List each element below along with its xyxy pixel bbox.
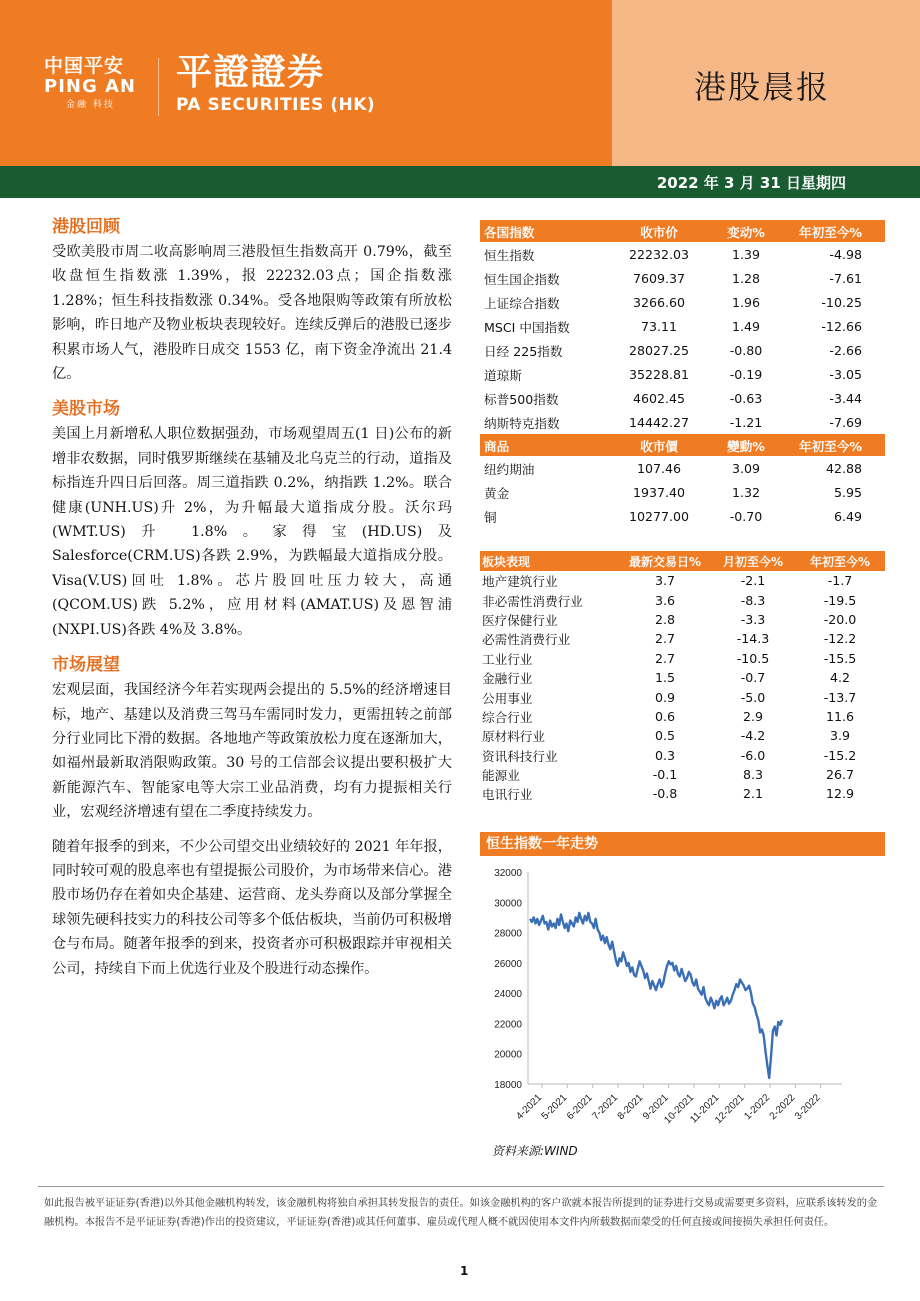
- indices-header-close: 收市价: [640, 224, 678, 240]
- sectors-cell: 4.2: [829, 670, 851, 686]
- sectors-cell: -3.3: [740, 611, 766, 627]
- logo-en: PING AN: [44, 76, 136, 97]
- indices-cell: -0.80: [729, 342, 763, 358]
- y-tick-label: 32000: [494, 868, 522, 879]
- sectors-cell: 原材料行业: [482, 729, 545, 745]
- y-tick-label: 28000: [494, 928, 522, 940]
- sectors-cell: -5.0: [740, 689, 766, 705]
- sectors-cell: 资讯科技行业: [482, 748, 558, 764]
- indices-header-ytd: 年初至今%: [799, 224, 862, 240]
- indices-cell: 4602.45: [632, 390, 686, 406]
- sectors-cell: -15.2: [823, 747, 857, 763]
- sectors-cell: 26.7: [825, 767, 855, 783]
- commodities-cell: 1.32: [731, 484, 761, 500]
- sectors-cell: 金融行业: [482, 671, 533, 687]
- y-tick-label: 24000: [494, 989, 522, 1001]
- sectors-row: [480, 726, 885, 745]
- indices-cell: -0.19: [729, 366, 763, 382]
- sectors-cell: 0.9: [654, 689, 676, 705]
- sectors-cell: 3.9: [829, 728, 851, 744]
- sectors-header-mtd: 月初至今%: [722, 554, 784, 569]
- sectors-cell: -8.3: [740, 592, 766, 608]
- indices-row: [480, 362, 885, 386]
- pingan-logo: [44, 56, 136, 112]
- indices-cell: -10.25: [821, 294, 862, 310]
- indices-row: [480, 242, 885, 266]
- commodities-cell: 6.49: [833, 508, 862, 524]
- indices-cell: 1.49: [731, 318, 761, 334]
- commodities-table: [480, 434, 885, 528]
- sectors-cell: 能源业: [482, 768, 520, 784]
- logo-cn: 中国平安: [44, 55, 125, 77]
- indices-cell: 恒生国企指数: [484, 271, 560, 287]
- commodities-cell: 5.95: [833, 484, 862, 500]
- y-tick-label: 20000: [494, 1049, 522, 1061]
- indices-cell: 标普500指数: [484, 391, 559, 407]
- sectors-cell: -0.7: [740, 670, 766, 686]
- commodities-header-change: 變動%: [727, 438, 765, 454]
- sectors-cell: 12.9: [825, 786, 855, 802]
- sectors-row: [480, 784, 885, 803]
- sectors-row: [480, 687, 885, 706]
- y-tick-label: 22000: [494, 1019, 522, 1031]
- indices-cell: 道琼斯: [484, 367, 522, 383]
- section-title-us-market: 美股市场: [52, 399, 120, 420]
- brand-en: PA SECURITIES (HK): [176, 95, 376, 115]
- indices-header-row: [480, 220, 885, 242]
- indices-row: [480, 290, 885, 314]
- indices-body: [480, 242, 885, 434]
- sectors-cell: -19.5: [823, 592, 857, 608]
- sectors-cell: 8.3: [742, 767, 764, 783]
- sectors-cell: -14.3: [736, 631, 770, 647]
- sectors-row: [480, 765, 885, 784]
- commentary-column: [52, 214, 452, 981]
- sectors-header-day: 最新交易日%: [628, 554, 702, 569]
- sectors-cell: 地产建筑行业: [482, 574, 558, 590]
- x-tick-label: 4-2021: [514, 1092, 545, 1123]
- commodities-cell: 10277.00: [628, 508, 690, 524]
- brand-cn: 平證證券: [176, 52, 325, 93]
- sectors-cell: 3.6: [654, 592, 676, 608]
- x-tick-label: 12-2021: [713, 1092, 747, 1127]
- sectors-cell: 1.5: [654, 670, 676, 686]
- sectors-row: [480, 707, 885, 726]
- commodities-cell: 纽约期油: [484, 461, 535, 477]
- indices-cell: 1.28: [731, 270, 761, 286]
- sectors-cell: 2.7: [654, 650, 676, 666]
- indices-cell: 7609.37: [632, 270, 686, 286]
- y-tick-label: 18000: [494, 1080, 522, 1091]
- sectors-cell: 11.6: [825, 708, 855, 724]
- section-title-outlook: 市场展望: [52, 655, 120, 676]
- chart-title: 恒生指数一年走势: [480, 832, 885, 856]
- x-tick-label: 3-2022: [792, 1092, 823, 1123]
- indices-cell: 1.96: [731, 294, 761, 310]
- commodities-row: [480, 456, 885, 480]
- page-number: 1: [460, 1264, 469, 1278]
- disclaimer: 如此报告被平证证券(香港)以外其他金融机构转发，该金融机构将独自承担其转发报告的责任。如该金融机构的客户欲就本报告所提到的证券进行交易或需要更多资料，应联系该转发的金融机构。本报告不是平证证券(香港)作出的投资建议，平证证券(香港)或其任何董事、雇员或代理人概不就因使用本文件内所载数据而蒙受的任何直接或间接损失承担任何责任。: [44, 1198, 878, 1228]
- x-tick-label: 1-2022: [742, 1092, 773, 1123]
- sectors-cell: -6.0: [740, 747, 766, 763]
- indices-cell: 14442.27: [628, 414, 690, 430]
- logo-divider: [158, 58, 159, 116]
- commodities-header-name: 商品: [484, 438, 510, 454]
- sectors-row: [480, 668, 885, 687]
- indices-cell: 3266.60: [632, 294, 686, 310]
- x-tick-label: 5-2021: [539, 1092, 570, 1123]
- sectors-header-name: 板块表现: [482, 554, 531, 569]
- indices-cell: 35228.81: [628, 366, 690, 382]
- sectors-cell: 公用事业: [482, 690, 533, 706]
- commodities-cell: 107.46: [636, 460, 682, 476]
- section-title-hk-review: 港股回顾: [52, 217, 120, 237]
- sectors-cell: -12.2: [823, 631, 857, 647]
- indices-cell: 22232.03: [628, 246, 690, 262]
- sectors-cell: -20.0: [823, 611, 857, 627]
- commodities-header-ytd: 年初至今%: [799, 438, 862, 454]
- y-tick-label: 26000: [494, 958, 522, 970]
- outlook-paragraph-1: 宏观层面，我国经济今年若实现两会提出的 5.5%的经济增速目标，地产、基建以及消费三驾马车需同时发力，更需扭转之前部分行业同比下滑的数据。各地地产等政策放松力度在逐渐加大，如福州最新取消限购政策。30 号的工信部会议提出要积极扩大新能源汽车、智能家电等大宗工业品消费，均有力提振相关行业，宏观经济增速有望在二季度持续发力。: [52, 682, 452, 821]
- indices-header-change: 变动%: [727, 224, 765, 240]
- indices-cell: -4.98: [829, 246, 862, 262]
- sectors-cell: 2.7: [654, 631, 676, 647]
- sectors-cell: -15.5: [823, 650, 857, 666]
- sectors-cell: -1.7: [827, 573, 853, 589]
- pa-securities-logo: [176, 52, 375, 116]
- commodities-body: [480, 456, 885, 528]
- indices-row: [480, 338, 885, 362]
- sectors-header-ytd: 年初至今%: [809, 554, 871, 569]
- sectors-row: [480, 571, 885, 590]
- indices-cell: -2.66: [829, 342, 862, 358]
- sectors-cell: -0.8: [652, 786, 678, 802]
- indices-cell: 1.39: [731, 246, 761, 262]
- x-tick-label: 7-2021: [590, 1092, 621, 1123]
- data-source: 资料来源:WIND: [492, 1144, 578, 1158]
- hk-review-paragraph: 受欧美股市周二收高影响周三港股恒生指数高开 0.79%，截至收盘恒生指数涨 1.39%，报 22232.03点；国企指数涨 1.28%；恒生科技指数涨 0.34%。受各地限购等政策有所放松影响，昨日地产及物业板块表现较好。连续反弹后的港股已逐步积累市场人气，港股昨日成交 1553 亿，南下资金净流出 21.4 亿。: [52, 244, 452, 383]
- indices-row: [480, 266, 885, 290]
- hsi-series-line: [530, 913, 782, 1078]
- us-market-paragraph: 美国上月新增私人职位数据强劲，市场观望周五(1 日)公布的新增非农数据，同时俄罗斯继续在基辅及北乌克兰的行动，道指及标指连升四日后回落。周三道指跌 0.2%，纳指跌 1.2%。联合健康(UNH.US)升 2%，为升幅最大道指成分股。沃尔玛(WMT.US)升 1.8%。家得宝(HD.US)及 Salesforce(CRM.US)各跌 2.9%，为跌幅最大道指成分股。Visa(V.US)回吐 1.8%。芯片股回吐压力较大，高通(QCOM.US)跌 5.2%，应用材料(AMAT.US)及恩智浦(NXPI.US)各跌 4%及 3.8%。: [52, 426, 452, 638]
- indices-cell: -3.05: [829, 366, 862, 382]
- indices-row: [480, 410, 885, 434]
- sectors-cell: -0.1: [652, 767, 678, 783]
- indices-cell: -1.21: [729, 414, 763, 430]
- sectors-body: [480, 571, 885, 804]
- sectors-row: [480, 610, 885, 629]
- x-tick-label: 6-2021: [564, 1092, 595, 1123]
- indices-cell: -7.69: [829, 414, 862, 430]
- sectors-cell: 电讯行业: [482, 787, 533, 803]
- x-tick-label: 11-2021: [688, 1092, 722, 1126]
- commodities-header-row: [480, 434, 885, 456]
- indices-row: [480, 314, 885, 338]
- sectors-row: [480, 590, 885, 609]
- sectors-row: [480, 629, 885, 648]
- x-tick-label: 2-2022: [767, 1092, 798, 1123]
- indices-cell: 恒生指数: [484, 247, 535, 263]
- logo-tag: 金融 科技: [66, 100, 115, 110]
- sectors-row: [480, 649, 885, 668]
- sectors-cell: 3.7: [654, 573, 676, 589]
- sectors-cell: 非必需性消费行业: [482, 593, 583, 609]
- commodities-cell: 黄金: [484, 485, 510, 501]
- indices-cell: 纳斯特克指数: [484, 415, 560, 431]
- report-header: [0, 0, 920, 166]
- indices-cell: -7.61: [829, 270, 862, 286]
- commodities-cell: -0.70: [729, 508, 763, 524]
- x-tick-label: 8-2021: [615, 1092, 646, 1123]
- indices-cell: 日经 225指数: [484, 343, 563, 359]
- sectors-cell: -4.2: [740, 728, 766, 744]
- indices-cell: -3.44: [829, 390, 862, 406]
- indices-header-name: 各国指数: [484, 224, 535, 240]
- report-date: 2022 年 3 月 31 日星期四: [656, 174, 846, 192]
- commodities-cell: 42.88: [825, 460, 862, 476]
- outlook-paragraph-2: 随着年报季的到来，不少公司望交出业绩较好的 2021 年年报，同时较可观的股息率也有望提振公司股价，为市场带来信心。港股市场仍存在着如央企基建、运营商、龙头券商以及部分掌握全球领先硬科技实力的科技公司等多个低估板块，当前仍可积极增仓与布局。随著年报季的到来，投资者亦可积极跟踪并审视相关公司，持续自下而上优选行业及个股进行动态操作。: [52, 838, 452, 977]
- indices-cell: 上证综合指数: [484, 295, 560, 311]
- sectors-cell: -10.5: [736, 650, 770, 666]
- x-tick-label: 10-2021: [662, 1092, 697, 1127]
- indices-row: [480, 386, 885, 410]
- sectors-header-row: [480, 551, 885, 571]
- report-title: 港股晨报: [694, 68, 831, 106]
- y-tick-label: 30000: [494, 898, 522, 910]
- sectors-cell: -13.7: [823, 689, 857, 705]
- commodities-cell: 1937.40: [632, 484, 686, 500]
- x-tick-label: 9-2021: [640, 1092, 671, 1123]
- sectors-cell: 0.5: [654, 728, 676, 744]
- sectors-cell: 0.6: [654, 708, 676, 724]
- commodities-header-close: 收市價: [640, 438, 678, 454]
- indices-cell: 28027.25: [628, 342, 690, 358]
- sectors-cell: 医疗保健行业: [482, 612, 558, 628]
- sectors-cell: 0.3: [654, 747, 676, 763]
- commodities-row: [480, 480, 885, 504]
- indices-cell: 73.11: [640, 318, 678, 334]
- commodities-cell: 铜: [484, 509, 497, 525]
- indices-cell: -0.63: [729, 390, 763, 406]
- sectors-table: [480, 551, 885, 804]
- footer-divider: [38, 1186, 884, 1187]
- indices-table: [480, 220, 885, 434]
- sectors-cell: 工业行业: [482, 651, 533, 667]
- sectors-cell: 必需性消费行业: [482, 632, 571, 648]
- sectors-cell: 综合行业: [482, 709, 533, 725]
- sectors-row: [480, 746, 885, 765]
- sectors-cell: 2.1: [742, 786, 764, 802]
- sectors-cell: 2.8: [654, 611, 676, 627]
- hsi-line-chart: [480, 858, 885, 1144]
- indices-cell: MSCI 中国指数: [484, 319, 570, 335]
- sectors-cell: -2.1: [740, 573, 766, 589]
- commodities-cell: 3.09: [731, 460, 761, 476]
- indices-cell: -12.66: [821, 318, 862, 334]
- sectors-cell: 2.9: [742, 708, 764, 724]
- commodities-row: [480, 504, 885, 528]
